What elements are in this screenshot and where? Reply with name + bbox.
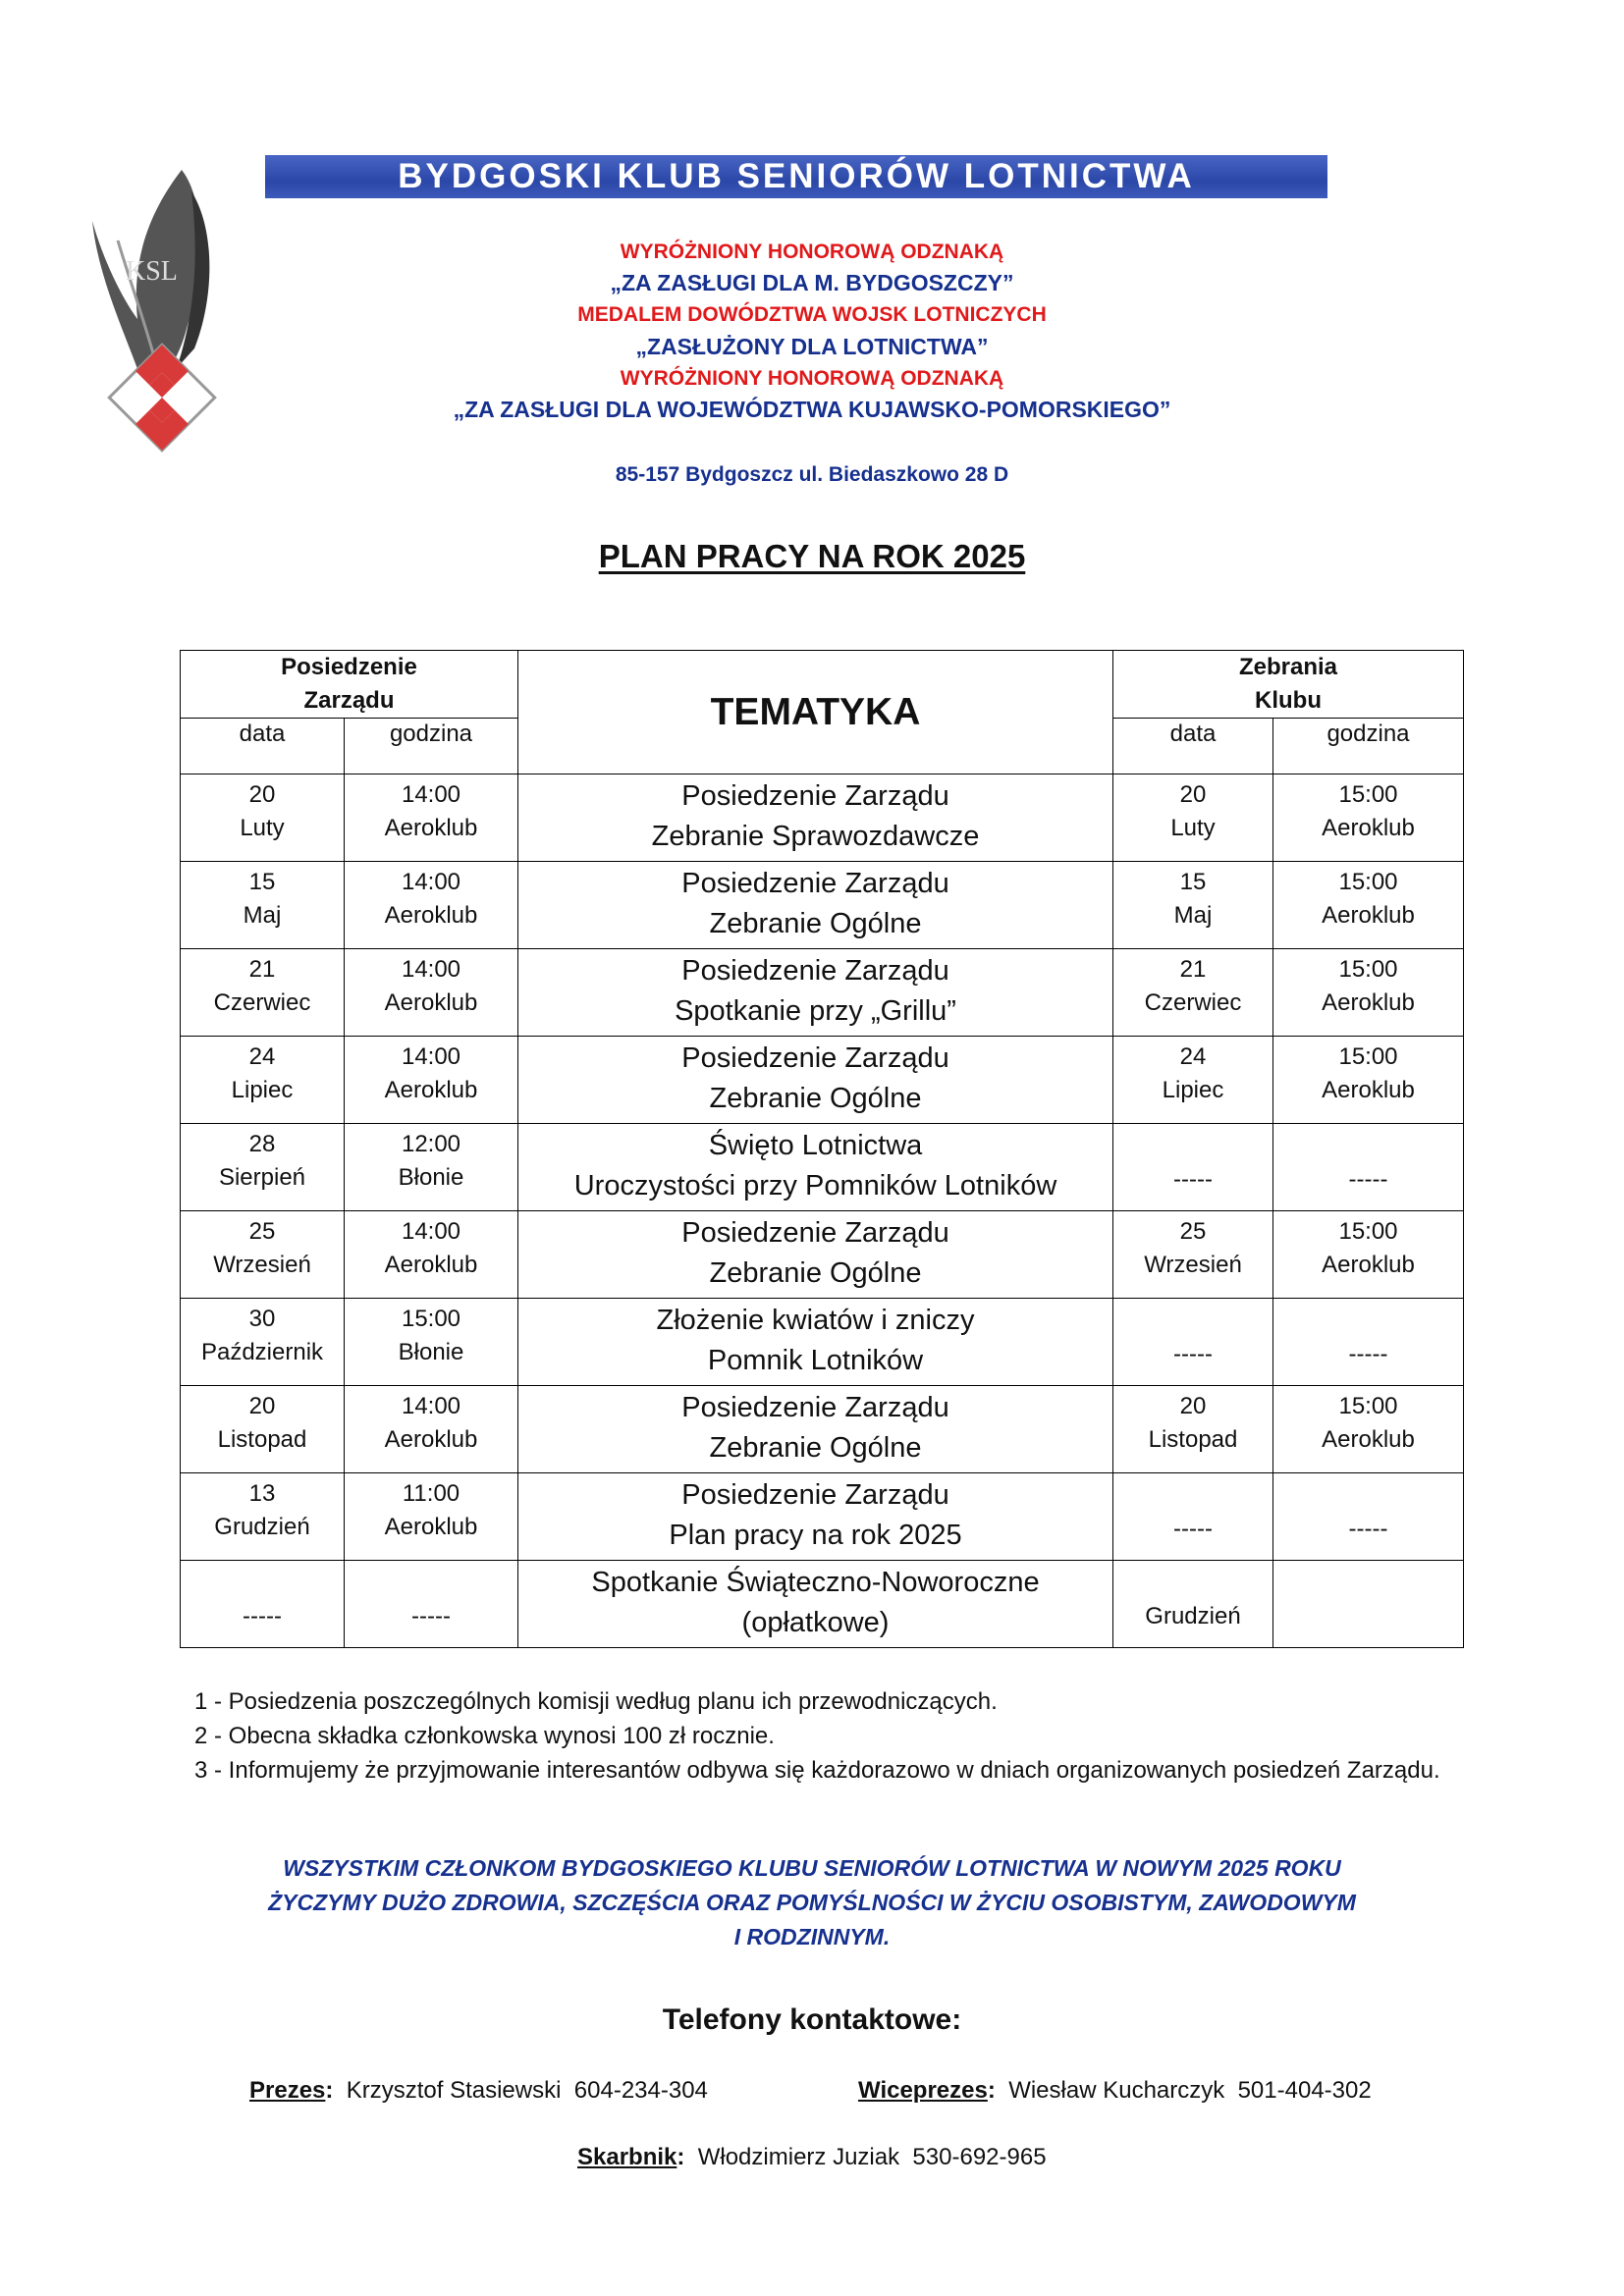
table-row bbox=[181, 862, 1464, 949]
topic-cell: Posiedzenie Zarządu Zebranie Ogólne bbox=[518, 1211, 1113, 1299]
honor-line-3: MEDALEM DOWÓDZTWA WOJSK LOTNICZYCH bbox=[577, 303, 1047, 326]
new-year-wishes: WSZYSTKIM CZŁONKOM BYDGOSKIEGO KLUBU SENIORÓW LOTNICTWA W NOWYM 2025 ROKU ŻYCZYMY DUŻO ZDROWIA, SZCZĘŚCIA ORAZ POMYŚLNOŚCI W ŻYCIU OSOBISTYM, ZAWODOWYM I RODZINNYM. bbox=[268, 1855, 1356, 1949]
topic-cell: Złożenie kwiatów i zniczy Pomnik Lotników bbox=[518, 1299, 1113, 1386]
club-date-cell: 15 Maj bbox=[1113, 862, 1273, 949]
table-row bbox=[181, 774, 1464, 862]
contact-vice-president: Wiceprezes: Wiesław Kucharczyk 501-404-302 bbox=[858, 2077, 1372, 2104]
board-date-cell: 30 Październik bbox=[181, 1299, 345, 1386]
topic-cell: Posiedzenie Zarządu Zebranie Ogólne bbox=[518, 862, 1113, 949]
table-row bbox=[181, 1386, 1464, 1473]
club-time-cell: 15:00 Aeroklub bbox=[1273, 949, 1464, 1037]
club-time-header: godzina bbox=[1273, 719, 1464, 774]
contact-president: Prezes: Krzysztof Stasiewski 604-234-304 bbox=[249, 2077, 708, 2104]
club-date-cell: 20 Listopad bbox=[1113, 1386, 1273, 1473]
club-date-header: data bbox=[1113, 719, 1273, 774]
board-time-cell: 12:00 Błonie bbox=[345, 1124, 518, 1211]
honor-line-1: WYRÓŻNIONY HONOROWĄ ODZNAKĄ bbox=[620, 240, 1004, 263]
club-date-cell: 20 Luty bbox=[1113, 774, 1273, 862]
board-time-cell: 14:00 Aeroklub bbox=[345, 1386, 518, 1473]
board-time-cell: 11:00 Aeroklub bbox=[345, 1473, 518, 1561]
club-time-cell: 15:00 Aeroklub bbox=[1273, 1211, 1464, 1299]
logo-letters: KSL bbox=[126, 256, 178, 287]
board-date-cell: 13 Grudzień bbox=[181, 1473, 345, 1561]
board-date-cell: 24 Lipiec bbox=[181, 1037, 345, 1124]
topic-cell: Posiedzenie Zarządu Zebranie Ogólne bbox=[518, 1037, 1113, 1124]
club-time-cell: 15:00 Aeroklub bbox=[1273, 862, 1464, 949]
honor-line-5: WYRÓŻNIONY HONOROWĄ ODZNAKĄ bbox=[620, 367, 1004, 390]
note-1: 1 - Posiedzenia poszczególnych komisji według planu ich przewodniczących. bbox=[194, 1688, 998, 1715]
table-row bbox=[181, 1211, 1464, 1299]
club-meeting-header: Zebrania Klubu bbox=[1113, 651, 1464, 719]
board-date-cell: 21 Czerwiec bbox=[181, 949, 345, 1037]
note-3: 3 - Informujemy że przyjmowanie interesantów odbywa się każdorazowo w dniach organizowanych posiedzeń Zarządu. bbox=[194, 1757, 1440, 1784]
board-time-cell: 14:00 Aeroklub bbox=[345, 949, 518, 1037]
topic-cell: Posiedzenie Zarządu Zebranie Sprawozdawcze bbox=[518, 774, 1113, 862]
club-date-cell: ----- bbox=[1113, 1124, 1273, 1211]
board-time-cell: ----- bbox=[345, 1561, 518, 1648]
topic-cell: Posiedzenie Zarządu Spotkanie przy „Grillu” bbox=[518, 949, 1113, 1037]
board-date-cell: 28 Sierpień bbox=[181, 1124, 345, 1211]
plan-title: PLAN PRACY NA ROK 2025 bbox=[598, 538, 1026, 574]
club-date-cell: 24 Lipiec bbox=[1113, 1037, 1273, 1124]
board-date-cell: 20 Luty bbox=[181, 774, 345, 862]
club-time-cell: 15:00 Aeroklub bbox=[1273, 1386, 1464, 1473]
table-row bbox=[181, 1299, 1464, 1386]
board-time-header: godzina bbox=[345, 719, 518, 774]
club-time-cell: 15:00 Aeroklub bbox=[1273, 1037, 1464, 1124]
table-row bbox=[181, 949, 1464, 1037]
board-meeting-header: Posiedzenie Zarządu bbox=[181, 651, 518, 719]
club-time-cell: ----- bbox=[1273, 1124, 1464, 1211]
board-time-cell: 14:00 Aeroklub bbox=[345, 1211, 518, 1299]
table-row bbox=[181, 1124, 1464, 1211]
honor-line-2: „ZA ZASŁUGI DLA M. BYDGOSZCZY” bbox=[610, 270, 1014, 295]
board-time-cell: 15:00 Błonie bbox=[345, 1299, 518, 1386]
notes bbox=[194, 1684, 1471, 1788]
table-row bbox=[181, 1473, 1464, 1561]
topic-cell: Święto Lotnictwa Uroczystości przy Pomników Lotników bbox=[518, 1124, 1113, 1211]
board-date-cell: ----- bbox=[181, 1561, 345, 1648]
club-banner: BYDGOSKI KLUB SENIORÓW LOTNICTWA bbox=[265, 155, 1327, 198]
topic-cell: Spotkanie Świąteczno-Noworoczne (opłatkowe) bbox=[518, 1561, 1113, 1648]
topic-cell: Posiedzenie Zarządu Zebranie Ogólne bbox=[518, 1386, 1113, 1473]
club-time-cell: 15:00 Aeroklub bbox=[1273, 774, 1464, 862]
work-plan-table bbox=[180, 650, 1464, 1648]
club-time-cell: ----- bbox=[1273, 1299, 1464, 1386]
honor-line-6: „ZA ZASŁUGI DLA WOJEWÓDZTWA KUJAWSKO-POMORSKIEGO” bbox=[453, 397, 1171, 422]
club-date-cell: 21 Czerwiec bbox=[1113, 949, 1273, 1037]
board-date-cell: 25 Wrzesień bbox=[181, 1211, 345, 1299]
note-2: 2 - Obecna składka członkowska wynosi 100 zł rocznie. bbox=[194, 1723, 775, 1749]
topic-header: TEMATYKA bbox=[518, 651, 1113, 774]
club-time-cell: ----- bbox=[1273, 1473, 1464, 1561]
board-date-cell: 20 Listopad bbox=[181, 1386, 345, 1473]
board-time-cell: 14:00 Aeroklub bbox=[345, 1037, 518, 1124]
club-date-cell: 25 Wrzesień bbox=[1113, 1211, 1273, 1299]
topic-cell: Posiedzenie Zarządu Plan pracy na rok 2025 bbox=[518, 1473, 1113, 1561]
board-date-header: data bbox=[181, 719, 345, 774]
club-date-cell: ----- bbox=[1113, 1473, 1273, 1561]
board-time-cell: 14:00 Aeroklub bbox=[345, 862, 518, 949]
address: 85-157 Bydgoszcz ul. Biedaszkowo 28 D bbox=[615, 463, 1009, 486]
phones-title: Telefony kontaktowe: bbox=[662, 2003, 962, 2036]
board-date-cell: 15 Maj bbox=[181, 862, 345, 949]
club-date-cell: Grudzień bbox=[1113, 1561, 1273, 1648]
table-row bbox=[181, 1037, 1464, 1124]
honor-line-4: „ZASŁUŻONY DLA LOTNICTWA” bbox=[635, 334, 989, 359]
table-row bbox=[181, 1561, 1464, 1648]
club-date-cell: ----- bbox=[1113, 1299, 1273, 1386]
club-time-cell bbox=[1273, 1561, 1464, 1648]
board-time-cell: 14:00 Aeroklub bbox=[345, 774, 518, 862]
contact-treasurer: Skarbnik: Włodzimierz Juziak 530-692-965 bbox=[577, 2144, 1047, 2170]
